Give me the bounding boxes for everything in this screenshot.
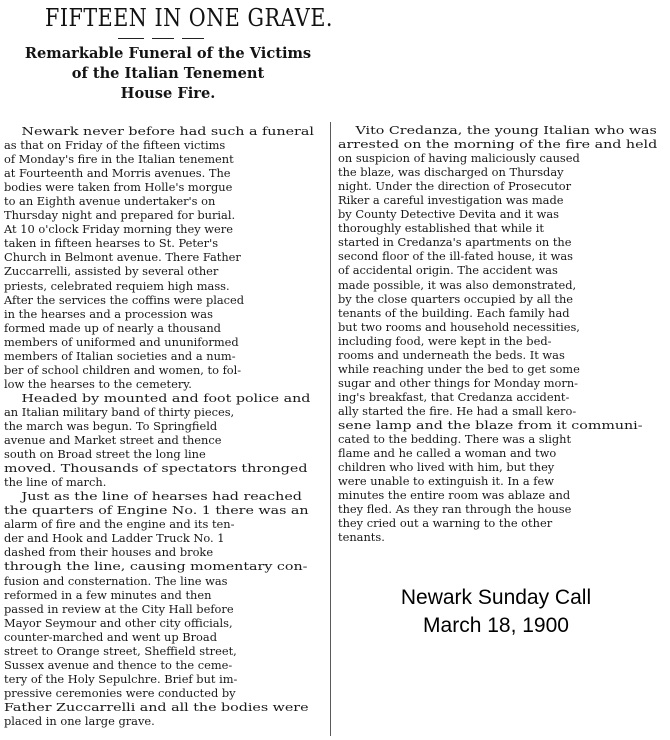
article-line: moved. Thousands of spectators thronged [4,461,308,476]
article-line: Thursday night and prepared for burial. [4,208,236,223]
article-line: street to Orange street, Sheffield street, [4,643,237,658]
article-line: passed in review at the City Hall before [4,601,234,616]
article-line: were unable to extinguish it. In a few [338,474,554,489]
headline-rule [118,38,144,39]
subheadline-line: Remarkable Funeral of the Victims [24,45,312,62]
article-line: by County Detective Devita and it was [338,207,560,222]
article-line: the march was begun. To Springfield [4,418,218,433]
article-line: alarm of fire and the engine and its ten- [4,517,235,532]
article-line: an Italian military band of thirty pieces, [4,404,235,419]
article-line: sene lamp and the blaze from it communi- [338,417,643,432]
article-line: der and Hook and Ladder Truck No. 1 [4,531,225,546]
headline: FIFTEEN IN ONE GRAVE. [45,4,333,32]
article-line: formed made up of nearly a thousand [4,320,221,335]
article-line: rooms and underneath the beds. It was [338,347,565,362]
article-line: of Monday's fire in the Italian tenement [4,152,234,167]
article-line: Headed by mounted and foot police and [21,390,311,405]
subheadline-line: of the Italian Tenement [71,65,265,82]
article-line: they fled. As they ran through the house [338,502,572,517]
article-line: Church in Belmont avenue. There Father [4,250,241,265]
source-caption [360,584,632,640]
article-line: minutes the entire room was ablaze and [338,488,571,503]
article-line: while reaching under the bed to get some [338,361,580,376]
article-line: bodies were taken from Holle's morgue [4,180,233,195]
article-line: as that on Friday of the fifteen victims [4,138,226,153]
article-column-right [338,123,662,544]
article-line: placed in one large grave. [4,713,155,728]
article-line: Just as the line of hearses had reached [21,489,302,504]
column-divider [330,122,331,736]
article-line: reformed in a few minutes and then [4,587,212,602]
caption-date: March 18, 1900 [423,614,569,637]
article-line: Vito Credanza, the young Italian who was [355,123,657,137]
article-line: arrested on the morning of the fire and held [338,137,658,152]
headline-rule [182,38,204,39]
article-column-left [4,124,326,728]
article-line: on suspicion of having maliciously caused [338,151,580,166]
article-line: ing's breakfast, that Credanza accident- [338,389,570,404]
article-line: After the services the coffins were placed [4,292,245,307]
article-line: at Fourteenth and Morris avenues. The [4,166,231,181]
article-line: members of uniformed and ununiformed [4,334,239,349]
article-line: thoroughly established that while it [338,221,544,236]
article-line: Mayor Seymour and other city officials, [4,615,233,630]
article-line: Sussex avenue and thence to the ceme- [4,657,233,672]
article-line: priests, celebrated requiem high mass. [4,278,230,293]
article-line: started in Credanza's apartments on the [338,235,572,250]
article-line: the line of march. [4,475,107,490]
article-line: avenue and Market street and thence [4,433,222,448]
article-line: low the hearses to the cemetery. [4,376,192,391]
article-line: members of Italian societies and a num- [4,348,236,363]
article-line: counter-marched and went up Broad [4,629,217,644]
article-line: the blaze, was discharged on Thursday [338,165,564,180]
article-line: Riker a careful investigation was made [338,193,564,208]
article-line: made possible, it was also demonstrated, [338,277,577,292]
article-line: children who lived with him, but they [338,460,555,475]
article-line: Newark never before had such a funeral [21,124,314,138]
article-line: Zuccarrelli, assisted by several other [4,264,219,279]
article-line: taken in fifteen hearses to St. Peter's [4,236,219,251]
article-line: dashed from their houses and broke [4,545,214,560]
article-line: the quarters of Engine No. 1 there was an [4,503,309,518]
article-line: fusion and consternation. The line was [4,573,228,588]
subheadline [8,44,328,104]
article-line: by the close quarters occupied by all the [338,291,574,306]
article-line: tenants of the building. Each family had [338,305,570,320]
article-line: cated to the bedding. There was a slight [338,432,572,447]
article-line: night. Under the direction of Prosecutor [338,179,572,194]
article-line: south on Broad street the long line [4,447,206,462]
article-line: through the line, causing momentary con- [4,559,308,574]
article-line: Father Zuccarrelli and all the bodies were [4,699,309,714]
article-line: tery of the Holy Sepulchre. Brief but im- [4,671,238,686]
article-line: second floor of the ill-fated house, it was [338,249,574,264]
article-line: pressive ceremonies were conducted by [4,685,236,700]
article-line: At 10 o'clock Friday morning they were [4,222,233,237]
article-line: ber of school children and women, to fol- [4,362,242,377]
article-line: tenants. [338,530,385,545]
article-line: sugar and other things for Monday morn- [338,375,579,390]
headline-rule [152,38,174,39]
article-line: to an Eighth avenue undertaker's on [4,194,216,209]
subheadline-line: House Fire. [120,85,216,102]
article-line: flame and he called a woman and two [338,446,557,461]
caption-publication: Newark Sunday Call [400,586,592,609]
article-line: including food, were kept in the bed- [338,333,552,348]
article-line: but two rooms and household necessities, [338,319,580,334]
article-line: in the hearses and a procession was [4,306,213,321]
article-line: of accidental origin. The accident was [338,263,558,278]
article-line: ally started the fire. He had a small kero- [338,403,577,418]
article-line: they cried out a warning to the other [338,516,553,531]
